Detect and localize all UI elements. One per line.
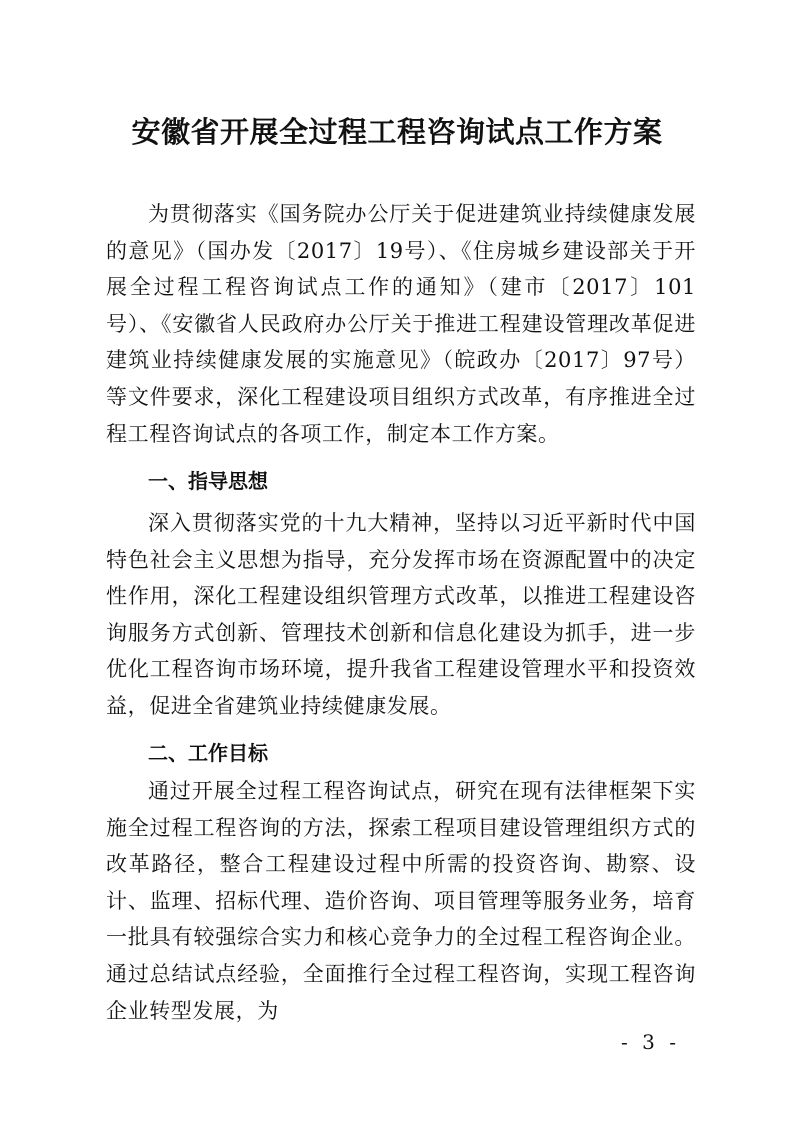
section-heading-guiding-ideology: 一、指导思想 [148, 469, 268, 493]
section-paragraph-guiding-ideology: 深入贯彻落实党的十九大精神，坚持以习近平新时代中国特色社会主义思想为指导，充分发挥市场在资源配置中的决定性作用，深化工程建设组织管理方式改革，以推进工程建设咨询服务方式创新、管理技术创新和信息化建设为抓手，进一步优化工程咨询市场环境，提升我省工程建设管理水平和投资效益，促进全省建筑业持续健康发展。 [106, 511, 696, 718]
section-heading-work-goals: 二、工作目标 [148, 741, 268, 765]
intro-paragraph: 为贯彻落实《国务院办公厅关于促进建筑业持续健康发展的意见》（国办发〔2017〕19号）、《住房城乡建设部关于开展全过程工程咨询试点工作的通知》（建市〔2017〕101号）、《安徽省人民政府办公厅关于推进工程建设管理改革促进建筑业持续健康发展的实施意见》（皖政办〔2017〕97号）等文件要求，深化工程建设项目组织方式改革，有序推进全过程工程咨询试点的各项工作，制定本工作方案。 [106, 202, 696, 446]
section-paragraph-work-goals: 通过开展全过程工程咨询试点，研究在现有法律框架下实施全过程工程咨询的方法，探索工程项目建设管理组织方式的改革路径，整合工程建设过程中所需的投资咨询、勘察、设计、监理、招标代理、造价咨询、项目管理等服务业务，培育一批具有较强综合实力和核心竞争力的全过程工程咨询企业。通过总结试点经验，全面推行全过程工程咨询，实现工程咨询企业转型发展，为 [106, 779, 696, 1023]
document-title: 安徽省开展全过程工程咨询试点工作方案 [131, 115, 663, 149]
page-number: - 3 - [621, 1030, 680, 1054]
